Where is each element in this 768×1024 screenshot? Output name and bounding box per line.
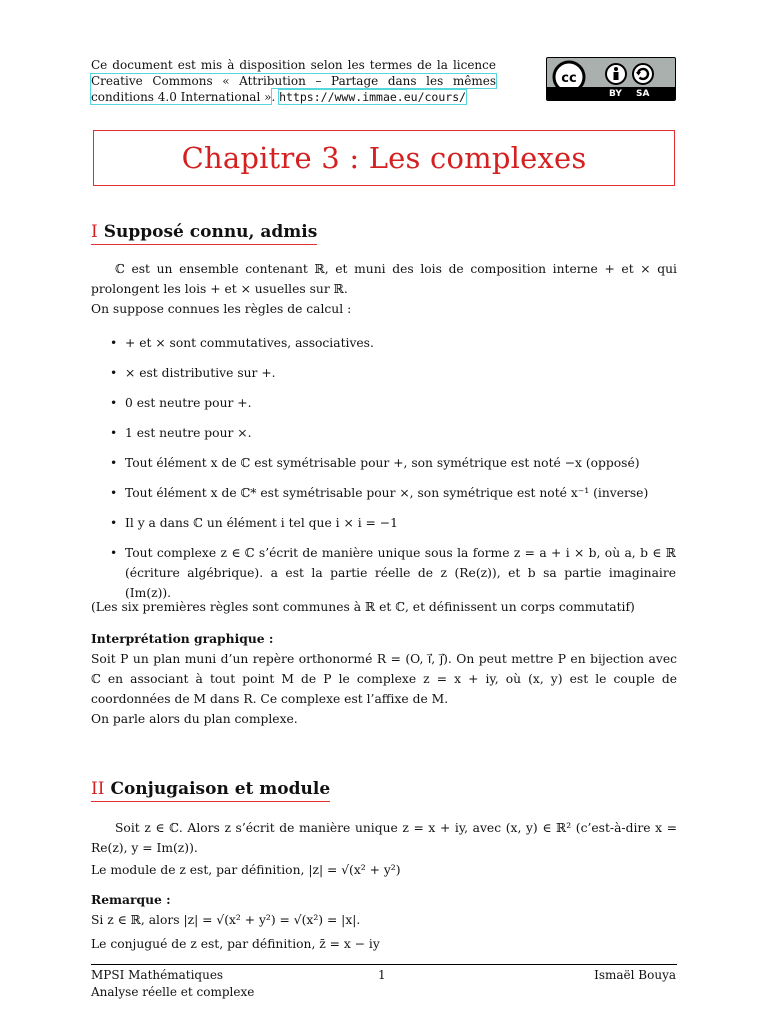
section-2-heading bbox=[91, 778, 330, 802]
license-separator: . bbox=[271, 90, 276, 104]
cc-sa-label: SA bbox=[636, 89, 650, 99]
footer-author: Ismaël Bouya bbox=[594, 968, 676, 982]
footer-rule bbox=[91, 964, 677, 965]
license-notice bbox=[91, 57, 496, 105]
section-1-heading bbox=[91, 221, 317, 245]
section-2-title: Conjugaison et module bbox=[110, 779, 331, 799]
rules-intro: On suppose connues les règles de calcul : bbox=[91, 302, 352, 316]
modulus-definition: Le module de z est, par définition, |z| = √(x² + y²) bbox=[91, 863, 401, 877]
footer-left bbox=[91, 967, 254, 1001]
interpretation-title: Interprétation graphique : bbox=[91, 631, 274, 646]
interpretation-text: Soit P un plan muni d’un repère orthonormé R = (O, i⃗, j⃗). On peut mettre P en bijection avec ℂ en associant à tout point M de P le complexe z = x + iy, où (x, y) est le couple de coordonnées de M dans R. Ce complexe est l’affixe de M. bbox=[91, 652, 677, 706]
section-1-number: I bbox=[91, 222, 98, 242]
license-intro: Ce document est mis à disposition selon les termes de la licence bbox=[91, 58, 496, 72]
section-1-note: (Les six premières règles sont communes à ℝ et ℂ, et définissent un corps commutatif) bbox=[91, 600, 635, 614]
footer-course: MPSI Mathématiques bbox=[91, 968, 224, 982]
remark-title: Remarque : bbox=[91, 892, 171, 907]
chapter-title: Chapitre 3 : Les complexes bbox=[181, 141, 587, 175]
cc-logo-text: cc bbox=[561, 71, 577, 86]
license-link[interactable]: Creative Commons « Attribution – Partage dans les mêmes conditions 4.0 International » bbox=[91, 74, 496, 104]
list-item: • Il y a dans ℂ un élément i tel que i × i = −1 bbox=[110, 516, 398, 530]
page-number: 1 bbox=[378, 968, 386, 982]
list-item: • 0 est neutre pour +. bbox=[110, 396, 252, 410]
list-item: • 1 est neutre pour ×. bbox=[110, 426, 252, 440]
conjugate-definition: Le conjugué de z est, par définition, z̄ = x − iy bbox=[91, 937, 380, 951]
chapter-title-box bbox=[93, 130, 675, 186]
section-1-title: Supposé connu, admis bbox=[103, 222, 318, 242]
remark-text: Si z ∈ ℝ, alors |z| = √(x² + y²) = √(x²) = |x|. bbox=[91, 913, 361, 927]
section-2-intro: Soit z ∈ ℂ. Alors z s’écrit de manière unique z = x + iy, avec (x, y) ∈ ℝ² (c’est-à-dire x = Re(z), y = Im(z)). bbox=[91, 821, 677, 855]
list-item: • Tout complexe z ∈ ℂ s’écrit de manière unique sous la forme z = a + i × b, où a, b ∈ ℝ (écriture algébrique). a est la partie réelle de z (Re(z)), et b sa partie imaginaire (Im(z)). bbox=[110, 546, 676, 600]
list-item: • + et × sont commutatives, associatives. bbox=[110, 336, 374, 350]
cc-by-sa-badge[interactable] bbox=[546, 57, 676, 101]
footer-subject: Analyse réelle et complexe bbox=[91, 985, 255, 999]
section-1-intro: ℂ est un ensemble contenant ℝ, et muni des lois de composition interne + et × qui prolongent les lois + et × usuelles sur ℝ. bbox=[91, 262, 677, 296]
section-2-number: II bbox=[91, 779, 105, 799]
course-url-link[interactable]: https://www.immae.eu/cours/ bbox=[279, 90, 467, 104]
cc-by-label: BY bbox=[609, 89, 622, 99]
list-item: • × est distributive sur +. bbox=[110, 366, 276, 380]
interpretation-end: On parle alors du plan complexe. bbox=[91, 712, 298, 726]
list-item: • Tout élément x de ℂ est symétrisable pour +, son symétrique est noté −x (opposé) bbox=[110, 456, 640, 470]
list-item: • Tout élément x de ℂ* est symétrisable pour ×, son symétrique est noté x⁻¹ (inverse) bbox=[110, 486, 649, 500]
